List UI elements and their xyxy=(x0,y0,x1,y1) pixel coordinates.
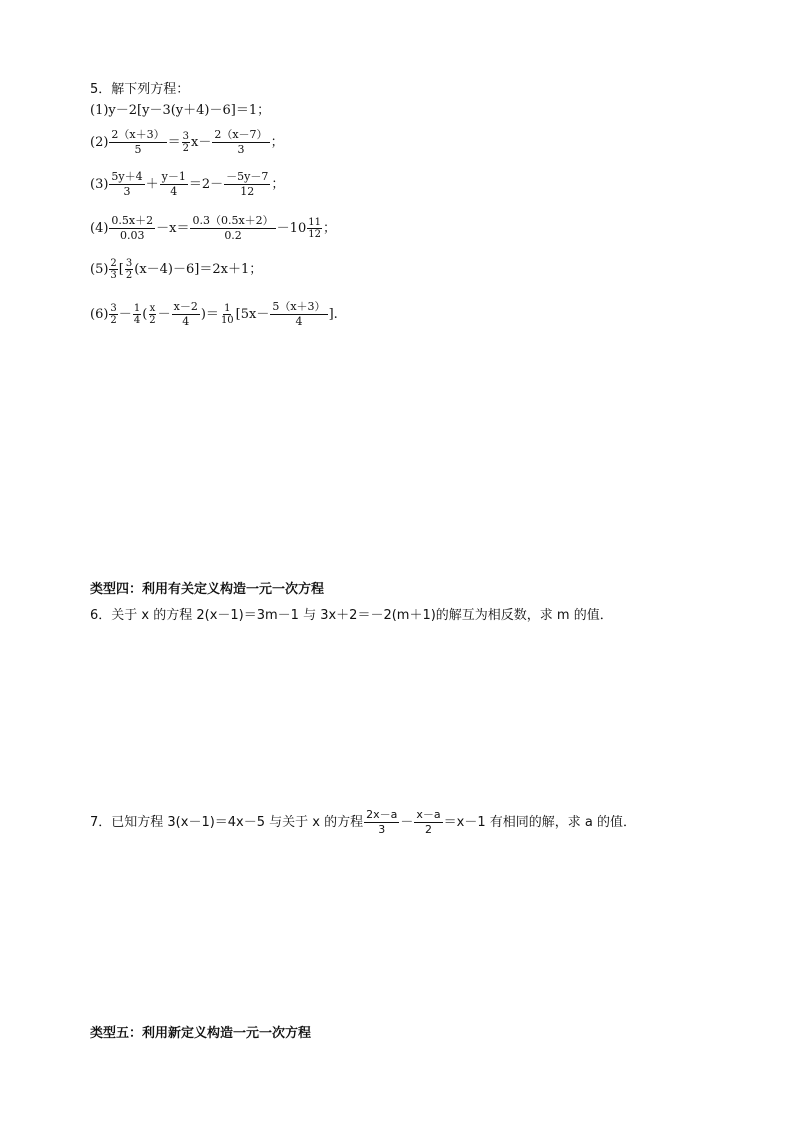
eq2-mid: x－ xyxy=(191,134,212,150)
eq3-f3-num: －5y－7 xyxy=(226,170,269,183)
eq4-frac1 xyxy=(109,214,155,243)
eq5-bracket: [ xyxy=(118,261,124,277)
q7-frac1 xyxy=(364,808,399,837)
eq6-f5-num: 1 xyxy=(224,303,231,314)
eq6-f6-num: 5（x＋3） xyxy=(272,300,326,313)
q7-f2-num: x－a xyxy=(416,808,441,821)
eq2-eq: ＝ xyxy=(167,134,181,150)
eq6-paren: ( xyxy=(142,306,148,322)
eq2-end: ； xyxy=(270,134,284,150)
eq6-f4-num: x－2 xyxy=(173,300,198,313)
eq5-f1-num: 2 xyxy=(110,258,117,269)
q6-text: 6．关于 x 的方程 2(x－1)＝3m－1 与 3x＋2＝－2(m＋1)的解互为相反数，求 m 的值． xyxy=(90,608,613,623)
eq3-plus: ＋ xyxy=(145,176,159,192)
q7-pre: 7．已知方程 3(x－1)＝4x－5 与关于 x 的方程 xyxy=(90,814,364,830)
eq5-f2-den: 2 xyxy=(125,270,133,281)
eq4-minus: －10 xyxy=(276,220,307,236)
eq6-frac3 xyxy=(148,303,156,326)
eq6-frac1 xyxy=(109,303,117,326)
eq5-frac2 xyxy=(125,258,133,281)
eq6-f1-num: 3 xyxy=(110,303,117,314)
type5-heading: 类型五：利用新定义构造一元一次方程 xyxy=(90,1026,312,1041)
eq2-f2-den: 2 xyxy=(182,143,190,154)
q7-f1-den: 3 xyxy=(378,823,386,836)
eq4-label: (4) xyxy=(90,220,109,236)
eq3-f3-den: 12 xyxy=(240,185,255,198)
eq2-label: (2) xyxy=(90,134,109,150)
eq3-f1-num: 5y＋4 xyxy=(111,170,143,183)
q5-eq3 xyxy=(90,170,284,199)
eq3-mid: ＝2－ xyxy=(188,176,224,192)
eq4-mid: －x＝ xyxy=(156,220,190,236)
q5-title: 5．解下列方程： xyxy=(90,82,190,97)
eq2-f3-num: 2（x－7） xyxy=(214,128,268,141)
eq4-f3-num: 11 xyxy=(308,217,321,228)
eq4-f2-num: 0.3（0.5x＋2） xyxy=(192,214,274,227)
eq2-f3-den: 3 xyxy=(237,143,245,156)
q7-f2-den: 2 xyxy=(425,823,432,836)
eq5-f2-num: 3 xyxy=(125,258,133,269)
eq2-frac2 xyxy=(182,131,190,154)
eq3-frac1 xyxy=(109,170,144,199)
q7-post: ＝x－1 有相同的解，求 a 的值． xyxy=(443,814,636,830)
eq6-eq: )＝ xyxy=(200,306,219,322)
eq6-minus2: － xyxy=(157,306,171,322)
eq6-frac6 xyxy=(270,300,327,329)
eq3-frac2 xyxy=(160,170,188,199)
eq6-f2-den: 4 xyxy=(133,315,141,326)
q7-minus: － xyxy=(400,814,414,830)
eq4-f1-num: 0.5x＋2 xyxy=(111,214,154,227)
q7-f1-num: 2x－a xyxy=(366,808,398,821)
eq6-f3-num: x xyxy=(149,303,156,314)
eq6-minus: － xyxy=(118,306,132,322)
eq6-f3-den: 2 xyxy=(149,315,156,326)
eq2-f1-den: 5 xyxy=(134,143,142,156)
q7-frac2 xyxy=(414,808,442,837)
eq2-f1-num: 2（x＋3） xyxy=(111,128,165,141)
type4-heading: 类型四：利用有关定义构造一元一次方程 xyxy=(90,582,325,597)
eq4-f2-den: 0.2 xyxy=(224,229,242,242)
q7-line xyxy=(90,808,636,837)
eq2-f2-num: 3 xyxy=(182,131,190,142)
eq5-label: (5) xyxy=(90,261,109,277)
eq3-end: ； xyxy=(271,176,285,192)
eq4-f3-den: 12 xyxy=(308,229,321,240)
eq6-f1-den: 2 xyxy=(110,315,117,326)
eq4-frac2 xyxy=(190,214,275,243)
eq2-frac1 xyxy=(109,128,166,157)
eq3-f2-num: y－1 xyxy=(161,170,186,183)
eq4-frac3 xyxy=(307,217,322,240)
q5-eq6 xyxy=(90,300,338,329)
q5-eq4 xyxy=(90,214,336,243)
eq6-label: (6) xyxy=(90,306,109,322)
eq2-frac3 xyxy=(212,128,269,157)
eq5-rest: (x－4)－6]＝2x＋1； xyxy=(134,261,263,277)
eq6-f6-den: 4 xyxy=(295,315,303,328)
eq6-frac5 xyxy=(220,303,235,326)
eq6-frac4 xyxy=(172,300,200,329)
eq3-frac3 xyxy=(224,170,270,199)
eq3-f2-den: 4 xyxy=(170,185,178,198)
eq6-f5-den: 10 xyxy=(220,315,234,326)
eq6-end: ]. xyxy=(328,306,338,322)
eq4-end: ； xyxy=(322,220,336,236)
eq6-br: [5x－ xyxy=(235,306,270,322)
eq6-frac2 xyxy=(133,303,141,326)
eq6-f4-den: 4 xyxy=(182,315,190,328)
q5-eq5 xyxy=(90,258,262,281)
eq6-f2-num: 1 xyxy=(133,303,141,314)
eq3-label: (3) xyxy=(90,176,109,192)
eq5-frac1 xyxy=(109,258,117,281)
eq5-f1-den: 3 xyxy=(110,270,117,281)
q5-eq1: (1)y－2[y－3(y＋4)－6]＝1； xyxy=(90,103,271,118)
eq4-f1-den: 0.03 xyxy=(120,229,145,242)
q5-eq2 xyxy=(90,128,284,157)
eq3-f1-den: 3 xyxy=(123,185,131,198)
